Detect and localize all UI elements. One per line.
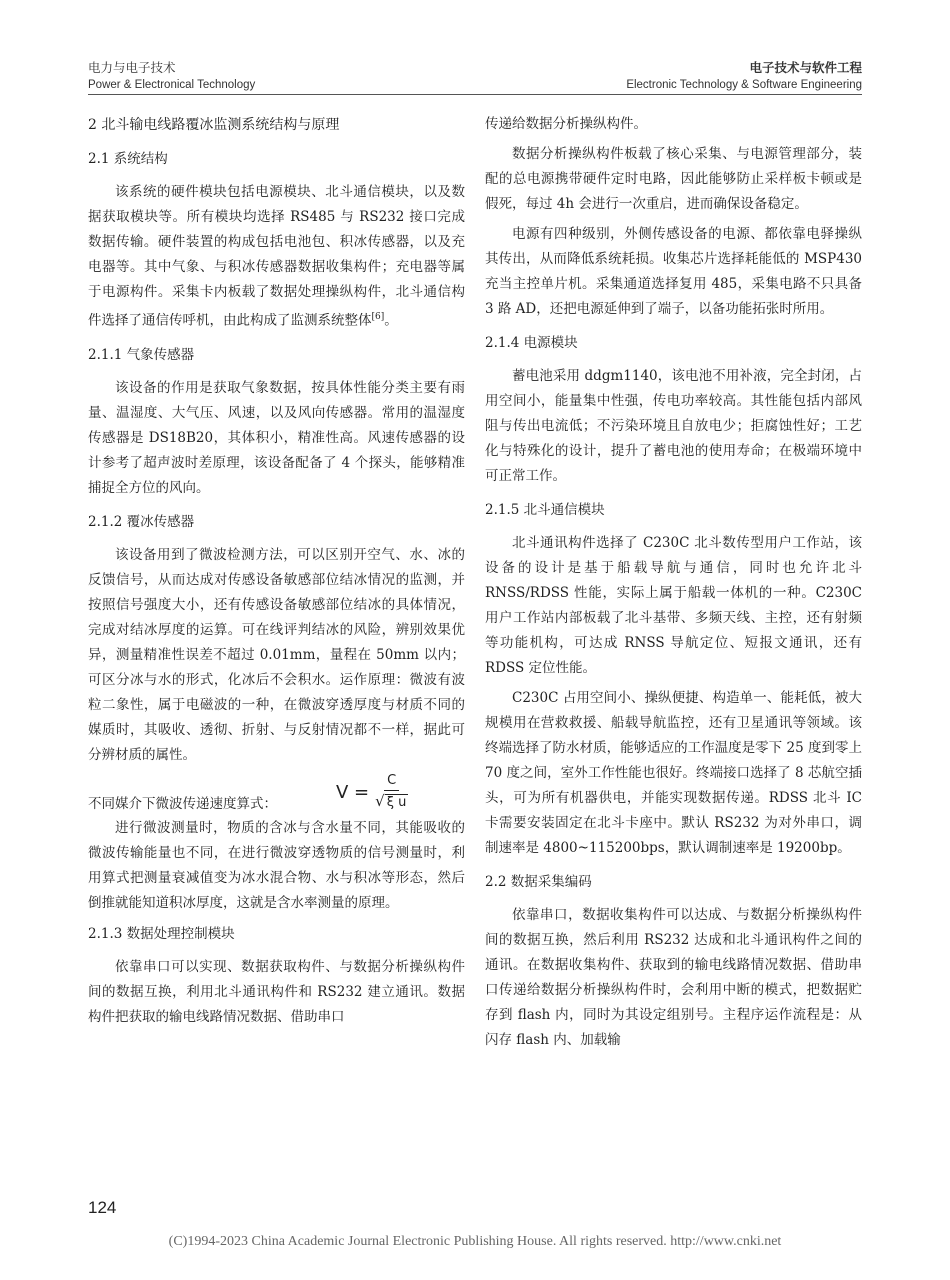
paragraph: 该设备的作用是获取气象数据，按具体性能分类主要有雨量、温湿度、大气压、风速，以及风向传感器。常用的温湿度传感器是 DS18B20，其体积小，精准性高。风速传感器的设计参考了超声波时差原理，该设备配备了 4 个探头，能够精准捕捉全方位的风向。 [88, 379, 465, 496]
section-heading-2: 2 北斗输电线路覆冰监测系统结构与原理 [88, 117, 340, 133]
formula-block [88, 772, 465, 816]
velocity-formula [336, 772, 408, 813]
paragraph: 数据分析操纵构件板载了核心采集、与电源管理部分，装配的总电源携带硬件定时电路，因此能够防止采样板卡顿或是假死，每过 4h 会进行一次重启，进而确保设备稳定。 [485, 146, 862, 212]
paragraph: 进行微波测量时，物质的含冰与含水量不同，其能吸收的微波传输能量也不同，在进行微波穿透物质的信号测量时，利用算式把测量衰减值变为冰水混合物、水与积冰等形态，然后倒推就能知道积冰厚度，这就是含水率测量的原理。 [88, 819, 465, 911]
journal-section-cn: 电力与电子技术 [88, 61, 176, 75]
paragraph: 蓄电池采用 ddgm1140，该电池不用补液，完全封闭，占用空间小，能量集中性强，传电功率较高。其性能包括内部风阻与传出电流低；不污染环境且自放电少；拒腐蚀性好；工艺化与特殊化的设计，提升了蓄电池的使用寿命；在极端环境中可正常工作。 [485, 368, 862, 484]
subsection-heading-2-1-4: 2.1.4 电源模块 [485, 335, 578, 351]
journal-title-cn: 电子技术与软件工程 [749, 61, 862, 75]
formula-denominator: √ ξ u [375, 791, 407, 810]
formula-label: 不同媒介下微波传递速度算式： [88, 795, 277, 812]
citation-ref: [6] [371, 312, 385, 322]
right-column [485, 112, 862, 1053]
paragraph: C230C 占用空间小、操纵便捷、构造单一、能耗低，被大规模用在营救救援、船载导航监控，还有卫星通讯等领域。该终端选择了防水材质，能够适应的工作温度是零下 25 度到零上 70 度之间，室外工作性能也很好。终端接口选择了 8 芯航空插头，可为所有机器供电，并能实现数据传递。RDSS 北斗 IC 卡需要安装固定在北斗卡座中。默认 RS232 为对外串口，调制速率是 4800~115200bps，默认调制速率是 19200bp。 [485, 690, 862, 856]
sqrt-icon: √ [375, 791, 385, 810]
paragraph: 该设备用到了微波检测方法，可以区别开空气、水、冰的反馈信号，从而达成对传感设备敏感部位结冰情况的监测，并按照信号强度大小，还有传感设备敏感部位结冰的具体情况，完成对结冰厚度的运算。可在线评判结冰的风险，辨别效果优异，测量精准性误差不超过 0.01mm，量程在 50mm 以内；可区分冰与水的形式，化冰后不会积水。运作原理：微波有波粒二象性，属于电磁波的一种，在微波穿透厚度与材质不同的媒质时，其吸收、透彻、折射、与反射情况都不一样，据此可分辨材质的属性。 [88, 546, 465, 763]
paragraph-continuation: 传递给数据分析操纵构件。 [485, 116, 647, 132]
subsection-heading-2-2: 2.2 数据采集编码 [485, 874, 592, 890]
journal-title-en: Electronic Technology & Software Engineering [626, 79, 862, 91]
left-column [88, 112, 465, 1030]
running-header-right [626, 60, 862, 93]
running-header-left [88, 60, 255, 93]
formula-numerator: C [384, 772, 399, 791]
formula-fraction [375, 772, 408, 813]
subsection-heading-2-1: 2.1 系统结构 [88, 151, 168, 167]
subsection-heading-2-1-5: 2.1.5 北斗通信模块 [485, 502, 605, 518]
paragraph: 北斗通讯构件选择了 C230C 北斗数传型用户工作站，该设备的设计是基于船载导航与通信，同时也允许北斗 RNSS/RDSS 性能，实际上属于船载一体机的一种。C230C 用户工作站内部板载了北斗基带、多频天线、主控，还有射频等功能机构，可达成 RNSS 导航定位、短报文通讯，还有 RDSS 定位性能。 [485, 535, 862, 676]
formula-lhs: V = [336, 781, 370, 803]
page-number: 124 [88, 1198, 117, 1217]
paragraph: 依靠串口，数据收集构件可以达成、与数据分析操纵构件间的数据互换，然后利用 RS232 达成和北斗通讯构件之间的通讯。在数据收集构件、获取到的输电线路情况数据、借助串口传递给数据分析操纵构件时，会利用中断的模式，把数据贮存到 flash 内，同时为其设定组别号。主程序运作流程是：从闪存 flash 内、加载输 [485, 907, 862, 1048]
paragraph: 电源有四种级别，外侧传感设备的电源、都依靠电驿操纵其传出，从而降低系统耗损。收集芯片选择耗能低的 MSP430 充当主控单片机。采集通道选择复用 485，采集电路不只具备 3 路 AD，还把电源延伸到了端子，以备功能拓张时所用。 [485, 226, 862, 317]
paragraph: 依靠串口可以实现、数据获取构件、与数据分析操纵构件间的数据互换，利用北斗通讯构件和 RS232 建立通讯。数据构件把获取的输电线路情况数据、借助串口 [88, 958, 465, 1025]
subsection-heading-2-1-1: 2.1.1 气象传感器 [88, 346, 195, 363]
journal-section-en: Power & Electronical Technology [88, 79, 256, 91]
copyright-footer: (C)1994-2023 China Academic Journal Electronic Publishing House. All rights reserved. http://www.cnki.net [168, 1234, 782, 1249]
subsection-heading-2-1-3: 2.1.3 数据处理控制模块 [88, 925, 235, 942]
subsection-heading-2-1-2: 2.1.2 覆冰传感器 [88, 513, 195, 530]
header-rule [88, 94, 862, 95]
paragraph: 该系统的硬件模块包括电源模块、北斗通信模块，以及数据获取模块等。所有模块均选择 RS485 与 RS232 接口完成数据传输。硬件装置的构成包括电池包、积冰传感器，以及充电器等。其中气象、与积冰传感器数据收集构件；充电器等属于电源构件。采集卡内板载了数据处理操纵构件，北斗通信构件选择了通信传呼机，由此构成了监测系统整体[6]。 [88, 184, 465, 329]
